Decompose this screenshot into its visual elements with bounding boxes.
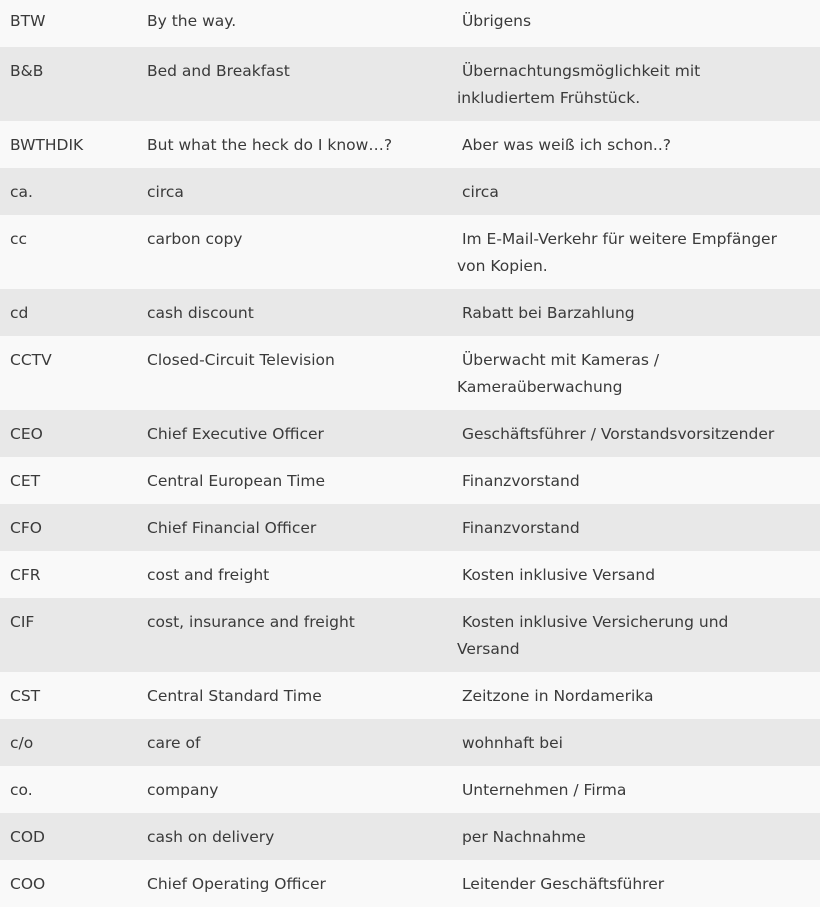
table-row [0,457,820,504]
table-row [0,551,820,598]
table-row [0,289,820,336]
table-row [0,215,820,289]
english-meaning-cell: Central Standard Time [147,687,322,705]
abbreviation-cell: CIF [10,613,35,631]
abbreviation-cell: CFR [10,566,41,584]
german-meaning-cell: Zeitzone in Nordamerika [457,687,654,705]
table-row [0,0,820,47]
german-meaning-cell: Finanzvorstand [457,472,580,490]
abbreviation-cell: CCTV [10,351,52,369]
english-meaning-cell: cash on delivery [147,828,275,846]
abbreviation-cell: CET [10,472,41,490]
english-meaning-cell: cash discount [147,304,254,322]
english-meaning-cell: Chief Executive Officer [147,425,324,443]
german-meaning-cell: Überwacht mit Kameras / Kameraüberwachung [457,351,660,396]
table-row [0,121,820,168]
abbreviation-cell: CEO [10,425,43,443]
english-meaning-cell: Central European Time [147,472,326,490]
english-meaning-cell: circa [147,183,184,201]
abbreviation-cell: B&B [10,62,44,80]
german-meaning-cell: Rabatt bei Barzahlung [457,304,635,322]
english-meaning-cell: care of [147,734,201,752]
english-meaning-cell: company [147,781,219,799]
abbreviation-cell: CST [10,687,41,705]
german-meaning-cell: Kosten inklusive Versicherung und Versand [457,613,729,658]
table-row [0,672,820,719]
abbreviation-cell: cd [10,304,29,322]
german-meaning-cell: Aber was weiß ich schon..? [457,136,671,154]
english-meaning-cell: Chief Financial Officer [147,519,317,537]
abbreviation-cell: co. [10,781,33,799]
abbreviation-cell: BWTHDIK [10,136,84,154]
table-row [0,719,820,766]
english-meaning-cell: cost, insurance and freight [147,613,355,631]
table-row [0,598,820,672]
german-meaning-cell: Geschäftsführer / Vorstandsvorsitzender [457,425,775,443]
table-row [0,410,820,457]
english-meaning-cell: But what the heck do I know…? [147,136,393,154]
abbreviation-cell: c/o [10,734,34,752]
english-meaning-cell: Bed and Breakfast [147,62,290,80]
table-row [0,336,820,410]
table-row [0,860,820,907]
english-meaning-cell: By the way. [147,12,237,30]
german-meaning-cell: circa [457,183,499,201]
abbreviation-cell: COD [10,828,45,846]
english-meaning-cell: Chief Operating Officer [147,875,326,893]
german-meaning-cell: Übernachtungsmöglichkeit mit inkludiertem Frühstück. [457,62,701,107]
abbreviation-cell: CFO [10,519,42,537]
german-meaning-cell: Kosten inklusive Versand [457,566,656,584]
german-meaning-cell: Übrigens [457,12,532,30]
english-meaning-cell: carbon copy [147,230,243,248]
german-meaning-cell: Leitender Geschäftsführer [457,875,665,893]
abbreviation-cell: ca. [10,183,33,201]
table-row [0,168,820,215]
table-row [0,504,820,551]
english-meaning-cell: Closed-Circuit Television [147,351,335,369]
table-row [0,766,820,813]
table-row [0,47,820,121]
german-meaning-cell: Im E-Mail-Verkehr für weitere Empfänger von Kopien. [457,230,777,275]
abbreviation-cell: BTW [10,12,46,30]
german-meaning-cell: per Nachnahme [457,828,586,846]
english-meaning-cell: cost and freight [147,566,270,584]
abbreviation-cell: COO [10,875,46,893]
abbreviation-cell: cc [10,230,28,248]
german-meaning-cell: Finanzvorstand [457,519,580,537]
table-row [0,813,820,860]
german-meaning-cell: wohnhaft bei [457,734,563,752]
german-meaning-cell: Unternehmen / Firma [457,781,627,799]
